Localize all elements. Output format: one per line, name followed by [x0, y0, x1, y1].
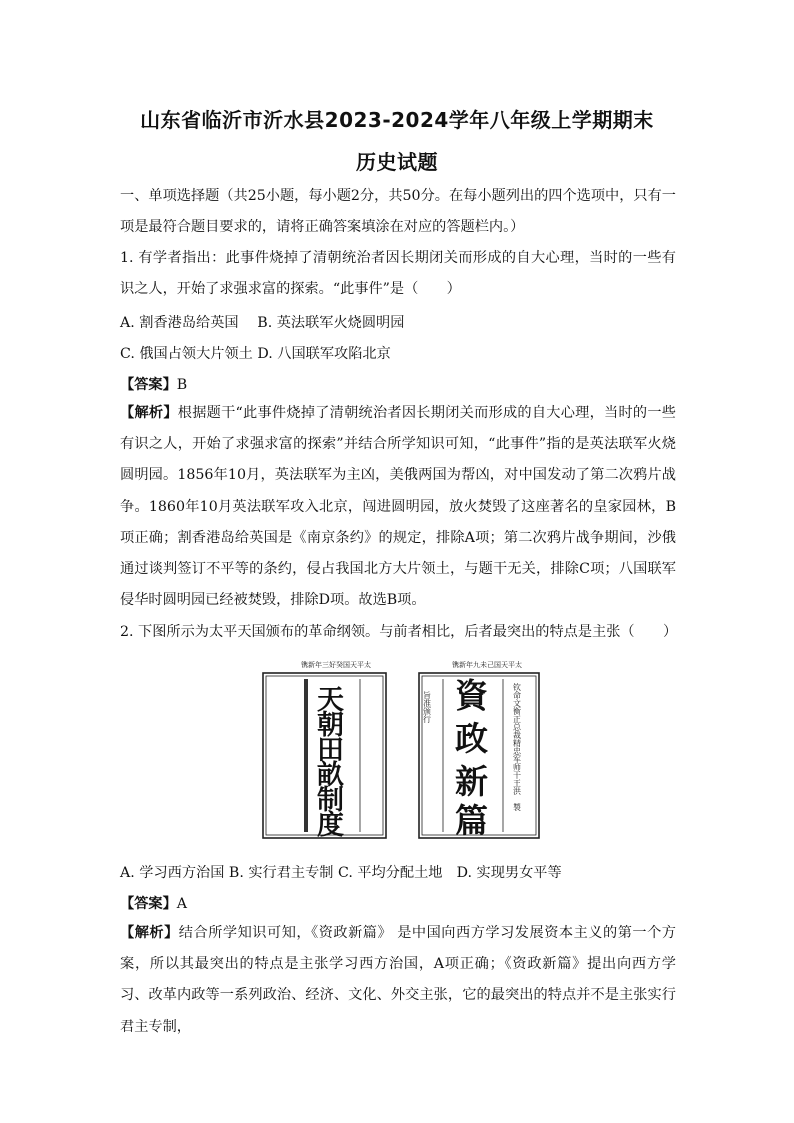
right-author-column: 钦命文衡正总裁精忠军师干王洪 製 [512, 683, 522, 811]
question-2-stem: 2. 下图所示为太平天国颁布的革命纲领。与前者相比，后者最突出的特点是主张（ ） [120, 624, 678, 640]
left-char-1: 天 [317, 685, 344, 716]
right-char-2: 政 [455, 719, 488, 758]
left-doc-header: 镌新年三好癸国天平太 [301, 661, 371, 669]
question-1-options-ab: A. 割香港岛给英国 B. 英法联军火烧圆明园 [120, 315, 405, 331]
question-2-answer [120, 893, 187, 913]
question-1-options-cd: C. 俄国占领大片领土 D. 八国联军攻陷北京 [120, 346, 391, 362]
analysis-label: 【解析】 [120, 405, 178, 421]
question-1-answer [120, 374, 187, 394]
left-char-4: 畝 [317, 760, 344, 791]
analysis-text: 根据题干“此事件烧掉了清朝统治者因长期闭关而形成的自大心理，当时的一些有识之人，开始了求强求富的探索”并结合所学知识可知，“此事件”指的是英法联军火烧圆明园。1856年10月，英法联军为主凶，美俄两国为帮凶，对中国发动了第二次鸦片战争。1860年10月英法联军攻入北京，闯进圆明园，放火焚毁了这座著名的皇家园林，B项正确；割香港岛给英国是《南京条约》的规定，排除A项；第二次鸦片战争期间，沙俄通过谈判签订不平等的条约，侵占我国北方大片领土，与题干无关，排除C项；八国联军侵华时圆明园已经被焚毁，排除D项。故选B项。 [120, 405, 676, 609]
right-side-label: 旨准颁行 [422, 691, 432, 723]
answer-value: B [176, 377, 188, 393]
right-doc-header: 镌新年九未己国天平太 [452, 661, 522, 669]
question-2-options: A. 学习西方治国 B. 实行君主专制 C. 平均分配土地 D. 实现男女平等 [120, 865, 562, 881]
right-char-4: 篇 [455, 801, 488, 840]
question-2-figure [257, 657, 543, 843]
question-1-stem: 1. 有学者指出：此事件烧掉了清朝统治者因长期闭关而形成的自大心理，当时的一些有识之人，开始了求强求富的探索。“此事件”是（ ） [120, 250, 676, 298]
right-char-3: 新 [455, 762, 488, 801]
program-documents-image [257, 657, 543, 843]
question-2-analysis [120, 918, 676, 1043]
left-char-6: 度 [317, 810, 344, 841]
left-char-5: 制 [317, 785, 344, 816]
page-title: 山东省临沂市沂水县2023-2024学年八年级上学期期末 [140, 108, 654, 132]
left-char-3: 田 [317, 735, 344, 766]
left-char-2: 朝 [317, 710, 344, 741]
page-subtitle: 历史试题 [356, 150, 438, 174]
answer-value: A [176, 896, 188, 912]
answer-label: 【答案】 [120, 377, 177, 393]
right-char-1: 資 [455, 676, 488, 715]
answer-label: 【答案】 [120, 896, 177, 912]
analysis-text: 结合所学知识可知，《资政新篇》 是中国向西方学习发展资本主义的第一个方案，所以其最突出的特点是主张学习西方治国，A项正确；《资政新篇》提出向西方学习、改革内政等一系列政治、经济、文化、外交主张，它的最突出的特点并不是主张实行君主专制， [120, 925, 676, 1035]
question-1-analysis [120, 398, 676, 616]
section-instruction: 一、单项选择题（共25小题，每小题2分，共50分。在每小题列出的四个选项中，只有一项是最符合题目要求的，请将正确答案填涂在对应的答题栏内。） [120, 188, 676, 236]
analysis-label: 【解析】 [120, 925, 179, 941]
